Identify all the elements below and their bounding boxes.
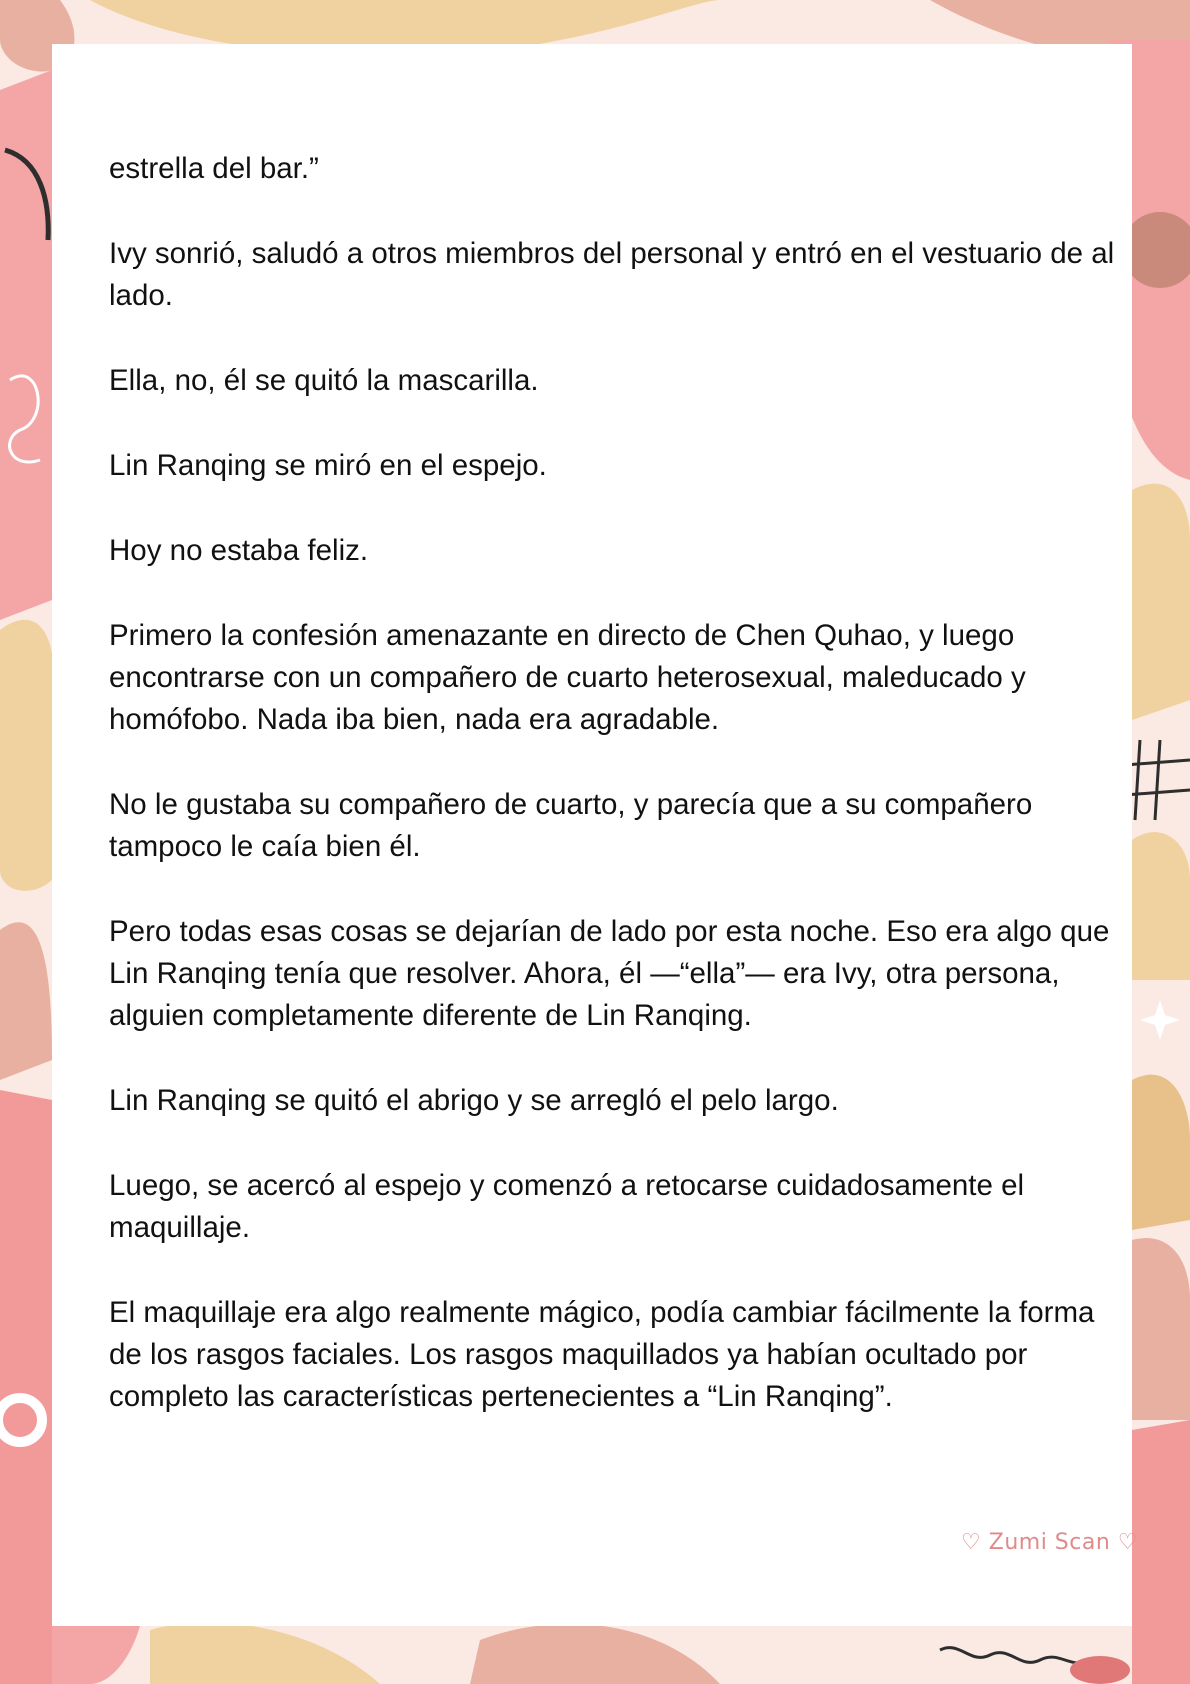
beige-blob-left <box>0 620 54 891</box>
paragraph: El maquillaje era algo realmente mágico, podía cambiar fácilmente la forma de los rasgos faciales. Los rasgos maquillados ya habían ocultado por completo las características pertenecientes a “Lin Ranqing”. <box>109 1296 1095 1413</box>
paragraph: estrella del bar.” <box>109 152 319 185</box>
salmon-blob-right <box>1132 1238 1190 1420</box>
paragraph: No le gustaba su compañero de cuarto, y parecía que a su compañero tampoco le caía bien él. <box>109 788 1033 863</box>
rose-blob-right <box>1132 1420 1190 1684</box>
sparkle-right <box>1140 1000 1180 1040</box>
paragraph: Lin Ranqing se miró en el espejo. <box>109 449 547 482</box>
beige-blob-right-1 <box>1132 484 1190 720</box>
pink-blob-bottom <box>52 1626 140 1684</box>
squiggle-bottom <box>940 1648 1090 1663</box>
salmon-blob-bottom <box>470 1624 720 1684</box>
paragraph: Pero todas esas cosas se dejarían de lado por esta noche. Eso era algo que Lin Ranqing tenía que resolver. Ahora, él —“ella”— era Ivy, otra persona, alguien completamente diferente de Lin Ranqing. <box>109 915 1110 1032</box>
page-content <box>52 44 1132 1626</box>
paragraph: Ella, no, él se quitó la mascarilla. <box>109 364 539 397</box>
paragraph: Primero la confesión amenazante en directo de Chen Quhao, y luego encontrarse con un compañero de cuarto heterosexual, maleducado y homófobo. Nada iba bien, nada era agradable. <box>109 619 1026 736</box>
hash-mark-right <box>1125 740 1190 820</box>
salmon-blob-left-mid <box>0 922 52 1080</box>
beige-blob-right-3 <box>1132 1075 1190 1230</box>
body-text <box>109 148 1119 1461</box>
watermark: ♡ Zumi Scan ♡ <box>961 1530 1138 1555</box>
paragraph: Ivy sonrió, saludó a otros miembros del personal y entró en el vestuario de al lado. <box>109 237 1115 312</box>
beige-blob-right-2 <box>1132 832 1190 980</box>
pink-strip-left-bottom <box>0 1090 52 1684</box>
pink-dot-bottom <box>1070 1656 1130 1684</box>
beige-blob-bottom <box>150 1622 380 1684</box>
paragraph: Luego, se acercó al espejo y comenzó a retocarse cuidadosamente el maquillaje. <box>109 1169 1025 1244</box>
paragraph: Hoy no estaba feliz. <box>109 534 369 567</box>
paragraph: Lin Ranqing se quitó el abrigo y se arregló el pelo largo. <box>109 1084 839 1117</box>
